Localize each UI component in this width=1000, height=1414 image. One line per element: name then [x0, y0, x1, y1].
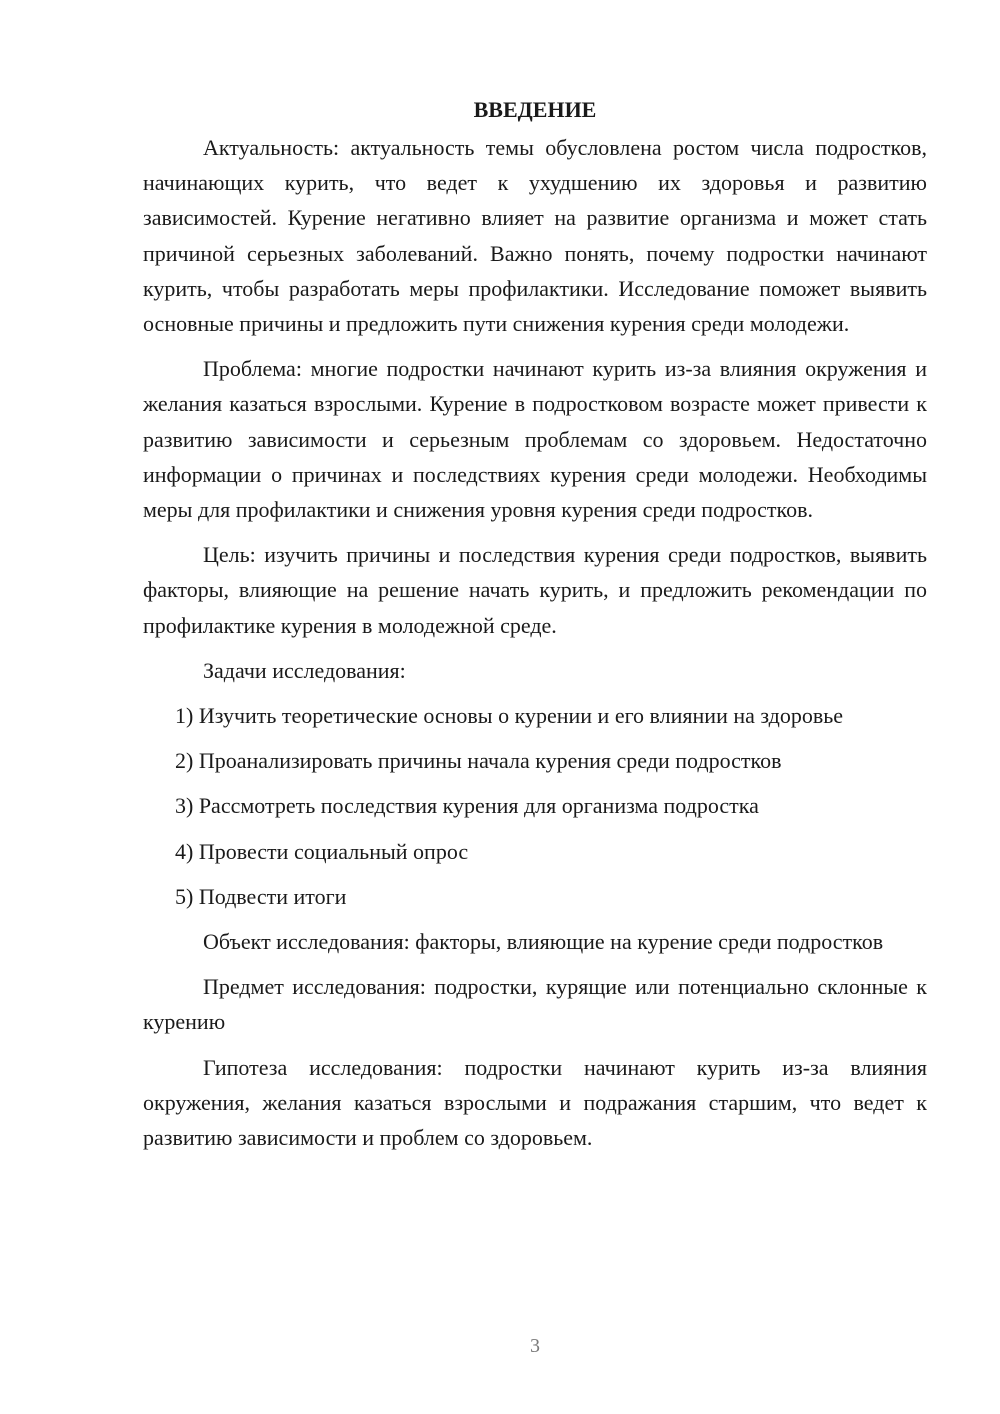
task-item: 2) Проанализировать причины начала курения среди подростков — [175, 748, 782, 774]
task-item: 3) Рассмотреть последствия курения для организма подростка — [175, 793, 759, 819]
task-item: 1) Изучить теоретические основы о курении и его влиянии на здоровье — [175, 703, 844, 729]
tasks-heading: Задачи исследования: — [203, 657, 406, 683]
tasks-list — [143, 698, 927, 914]
page-title: ВВЕДЕНИЕ — [473, 97, 597, 122]
problem-paragraph: Проблема: многие подростки начинают курить из-за влияния окружения и желания казаться взрослыми. Курение в подростковом возрасте может привести к развитию зависимости и серьезным проблемам со здоровьем. Недостаточно информации о причинах и последствиях курения среди молодежи. Необходимы меры для профилактики и снижения уровня курения среди подростков. — [143, 356, 927, 523]
page-number: 3 — [530, 1335, 540, 1357]
task-item: 4) Провести социальный опрос — [175, 838, 469, 864]
research-hypothesis-paragraph: Гипотеза исследования: подростки начинают курить из-за влияния окружения, желания казаться взрослыми и подражания старшим, что ведет к развитию зависимости и проблем со здоровьем. — [143, 1054, 927, 1151]
goal-paragraph: Цель: изучить причины и последствия курения среди подростков, выявить факторы, влияющие на решение начать курить, и предложить рекомендации по профилактике курения в молодежной среде. — [143, 542, 927, 638]
task-item: 5) Подвести итоги — [175, 883, 347, 909]
relevance-paragraph: Актуальность: актуальность темы обусловлена ростом числа подростков, начинающих курить, что ведет к ухудшению их здоровья и развитию зависимостей. Курение негативно влияет на развитие организма и может стать причиной серьезных заболеваний. Важно понять, почему подростки начинают курить, чтобы разработать меры профилактики. Исследование поможет выявить основные причины и предложить пути снижения курения среди молодежи. — [143, 135, 927, 337]
research-subject-paragraph: Предмет исследования: подростки, курящие или потенциально склонные к курению — [143, 974, 927, 1035]
research-object-paragraph: Объект исследования: факторы, влияющие на курение среди подростков — [203, 929, 884, 955]
document-page — [143, 95, 927, 1165]
